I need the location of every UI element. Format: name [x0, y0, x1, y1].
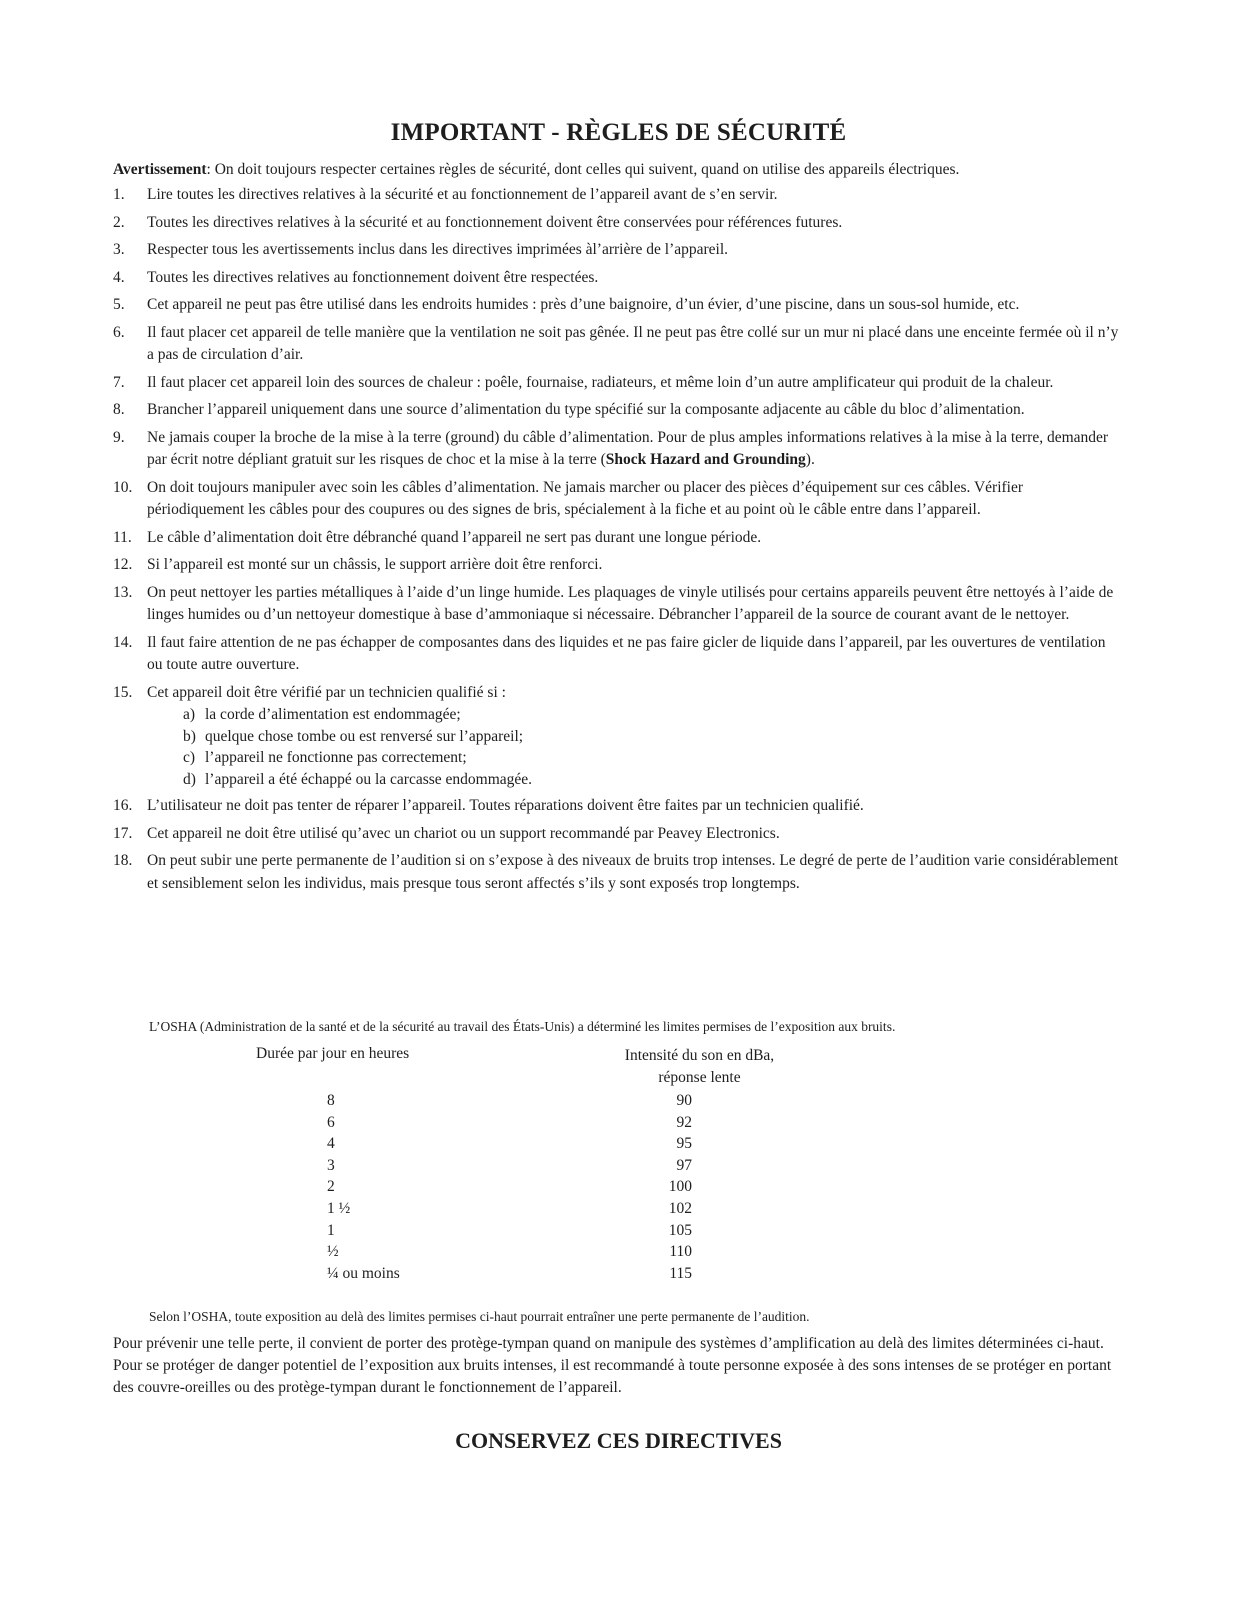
item-number: 8. — [113, 401, 125, 418]
item-number: 10. — [113, 478, 133, 496]
item-bold-text: Shock Hazard and Grounding — [605, 451, 806, 468]
table-row — [0, 1200, 1237, 1222]
item-text: Respecter tous les avertissements inclus dans les directives imprimées àl’arrière de l’appareil. — [147, 241, 729, 258]
warning-label: Avertissement — [113, 161, 207, 178]
list-item — [113, 294, 1123, 317]
duration-cell: 1 ½ — [327, 1199, 351, 1217]
level-cell: 97 — [676, 1156, 692, 1174]
item-text: Cet appareil doit être vérifié par un technicien qualifié si : — [147, 683, 506, 701]
duration-cell: 6 — [327, 1113, 335, 1131]
item-text: Cet appareil ne peut pas être utilisé dans les endroits humides : près d’une baignoire, d’un évier, d’une piscine, dans un sous-sol humide, etc. — [147, 296, 1020, 313]
warning-text: : On doit toujours respecter certaines règles de sécurité, dont celles qui suivent, quand on utilise des appareils électriques. — [206, 161, 960, 178]
list-item — [113, 582, 1123, 627]
item-text: Ne jamais couper la broche de la mise à la terre (ground) du câble d’alimentation. Pour de plus amples informations relatives à la mise à la terre, demander par écrit notre dépliant gratuit sur les risques de choc et la mise à la terre ( — [147, 428, 1109, 468]
list-item — [113, 682, 1123, 791]
list-item — [113, 427, 1123, 472]
duration-cell: 3 — [327, 1156, 335, 1174]
sub-item — [147, 704, 1123, 726]
warning-statement — [113, 160, 1123, 180]
table-row — [0, 1222, 1237, 1244]
sub-item-letter: d) — [183, 770, 196, 788]
item-text: Si l’appareil est monté sur un châssis, le support arrière doit être renforci. — [147, 556, 603, 573]
sub-item-letter: a) — [183, 706, 196, 723]
sub-item-letter: c) — [183, 749, 196, 766]
sub-item — [147, 769, 1123, 791]
duration-cell: 8 — [327, 1092, 335, 1109]
list-item — [113, 632, 1123, 677]
list-item — [113, 372, 1123, 395]
item-number: 9. — [113, 428, 125, 446]
item-text: Brancher l’appareil uniquement dans une source d’alimentation du type spécifié sur la composante adjacente au câble du bloc d’alimentation. — [147, 401, 1025, 418]
closing-paragraph: Pour prévenir une telle perte, il convient de porter des protège-tympan quand on manipule des systèmes d’amplification au delà des limites déterminées ci-haut. Pour se protéger de danger potentiel de l’exposition aux bruits intenses, il est recommandé à toute personne exposée à des sons intenses de se protéger en portant des couvre-oreilles ou des protège-tympan durant le fonctionnement de l’appareil. — [113, 1335, 1112, 1396]
table-header-intensity — [612, 1045, 787, 1089]
level-cell: 92 — [676, 1113, 692, 1131]
item-number: 4. — [113, 268, 125, 286]
list-item — [113, 212, 1123, 235]
table-row — [0, 1265, 1237, 1287]
item-number: 15. — [113, 683, 133, 701]
table-row — [0, 1178, 1237, 1200]
duration-cell: 1 — [327, 1221, 335, 1239]
item-text: On doit toujours manipuler avec soin les câbles d’alimentation. Ne jamais marcher ou placer des pièces d’équipement sur ces câbles. Vérifier périodiquement les câbles pour des coupures ou des signes de bris, spécialement à la fiche et au point où le câble entre dans l’appareil. — [147, 478, 1024, 518]
level-cell: 95 — [676, 1135, 692, 1153]
noise-exposure-table — [0, 1092, 1237, 1286]
sub-item-text: quelque chose tombe ou est renversé sur l’appareil; — [205, 727, 524, 745]
osha-intro: L’OSHA (Administration de la santé et de la sécurité au travail des États-Unis) a déterminé les limites permises de l’exposition aux bruits. — [149, 1019, 896, 1034]
item-text: L’utilisateur ne doit pas tenter de réparer l’appareil. Toutes réparations doivent être faites par un technicien qualifié. — [147, 797, 864, 814]
table-row — [0, 1243, 1237, 1265]
level-cell: 110 — [669, 1243, 692, 1261]
item-text: Il faut placer cet appareil loin des sources de chaleur : poêle, fournaise, radiateurs, et même loin d’un autre amplificateur qui produit de la chaleur. — [147, 373, 1054, 391]
item-number: 2. — [113, 213, 125, 231]
table-header-duration: Durée par jour en heures — [256, 1045, 410, 1062]
list-item — [113, 795, 1123, 818]
list-item — [113, 554, 1123, 577]
table-row — [0, 1157, 1237, 1179]
item-number: 12. — [113, 556, 133, 573]
list-item — [113, 527, 1123, 550]
level-cell: 115 — [669, 1264, 692, 1282]
table-row — [0, 1092, 1237, 1114]
item-number: 17. — [113, 824, 133, 842]
osha-note: Selon l’OSHA, toute exposition au delà des limites permises ci-haut pourrait entraîner une perte permanente de l’audition. — [149, 1309, 810, 1324]
item-text-after: ). — [805, 451, 815, 468]
item-number: 6. — [113, 323, 125, 341]
item-text: On peut nettoyer les parties métalliques à l’aide d’un linge humide. Les plaquages de vinyle utilisés pour certains appareils peuvent être nettoyés à l’aide de linges humides ou d’un nettoyeur domestique à base d’ammoniaque si nécessaire. Débrancher l’appareil de la source de courant avant de le nettoyer. — [147, 583, 1114, 623]
item-text: Cet appareil ne doit être utilisé qu’avec un chariot ou un support recommandé par Peavey Electronics. — [147, 824, 780, 842]
item-number: 1. — [113, 186, 125, 203]
safety-rules-list — [113, 184, 1123, 900]
level-cell: 105 — [668, 1221, 692, 1239]
sub-item-text: la corde d’alimentation est endommagée; — [205, 706, 461, 723]
list-item — [113, 239, 1123, 262]
sub-item-letter: b) — [183, 727, 196, 745]
sub-item — [147, 726, 1123, 748]
duration-cell: 4 — [327, 1135, 335, 1153]
level-cell: 102 — [668, 1199, 692, 1217]
page-title: IMPORTANT - RÈGLES DE SÉCURITÉ — [390, 119, 847, 146]
item-number: 3. — [113, 241, 125, 258]
list-item — [113, 823, 1123, 846]
item-text: On peut subir une perte permanente de l’audition si on s’expose à des niveaux de bruits trop intenses. Le degré de perte de l’audition varie considérablement et sensiblement selon les individus, mais presque tous seront affectés s’ils y sont exposés trop longtemps. — [147, 852, 1119, 892]
duration-cell: ½ — [327, 1243, 339, 1261]
list-item — [113, 184, 1123, 207]
list-item — [113, 322, 1123, 367]
table-header-intensity-line2: réponse lente — [658, 1069, 741, 1086]
item-number: 16. — [113, 797, 133, 814]
table-row — [0, 1114, 1237, 1136]
item-number: 14. — [113, 633, 133, 651]
item-text: Il faut faire attention de ne pas échapper de composantes dans des liquides et ne pas faire gicler de liquide dans l’appareil, par les ouvertures de ventilation ou toute autre ouverture. — [147, 633, 1106, 673]
list-item — [113, 477, 1123, 522]
level-cell: 100 — [668, 1178, 692, 1196]
item-text: Il faut placer cet appareil de telle manière que la ventilation ne soit pas gênée. Il ne peut pas être collé sur un mur ni placé dans une enceinte fermée où il n’y a pas de circulation d’air. — [147, 323, 1119, 363]
item-number: 11. — [113, 528, 132, 546]
level-cell: 90 — [676, 1092, 692, 1109]
list-item — [113, 399, 1123, 422]
table-row — [0, 1135, 1237, 1157]
item-number: 13. — [113, 583, 133, 601]
duration-cell: 2 — [327, 1178, 335, 1196]
sub-item-text: l’appareil ne fonctionne pas correctement; — [205, 749, 467, 766]
sub-item — [147, 747, 1123, 769]
list-item — [113, 267, 1123, 290]
item-number: 18. — [113, 852, 133, 869]
item-text: Toutes les directives relatives à la sécurité et au fonctionnement doivent être conservées pour références futures. — [147, 213, 843, 231]
item-text: Toutes les directives relatives au fonctionnement doivent être respectées. — [147, 268, 599, 286]
item-text: Lire toutes les directives relatives à la sécurité et au fonctionnement de l’appareil avant de s’en servir. — [147, 186, 778, 203]
item-number: 7. — [113, 373, 125, 391]
item-number: 5. — [113, 296, 125, 313]
duration-cell: ¼ ou moins — [327, 1264, 400, 1282]
item-text: Le câble d’alimentation doit être débranché quand l’appareil ne sert pas durant une longue période. — [147, 528, 762, 546]
footer-heading: CONSERVEZ CES DIRECTIVES — [455, 1428, 782, 1453]
table-header-intensity-line1: Intensité du son en dBa, — [624, 1047, 775, 1064]
list-item — [113, 850, 1123, 895]
sub-item-text: l’appareil a été échappé ou la carcasse endommagée. — [205, 770, 533, 788]
